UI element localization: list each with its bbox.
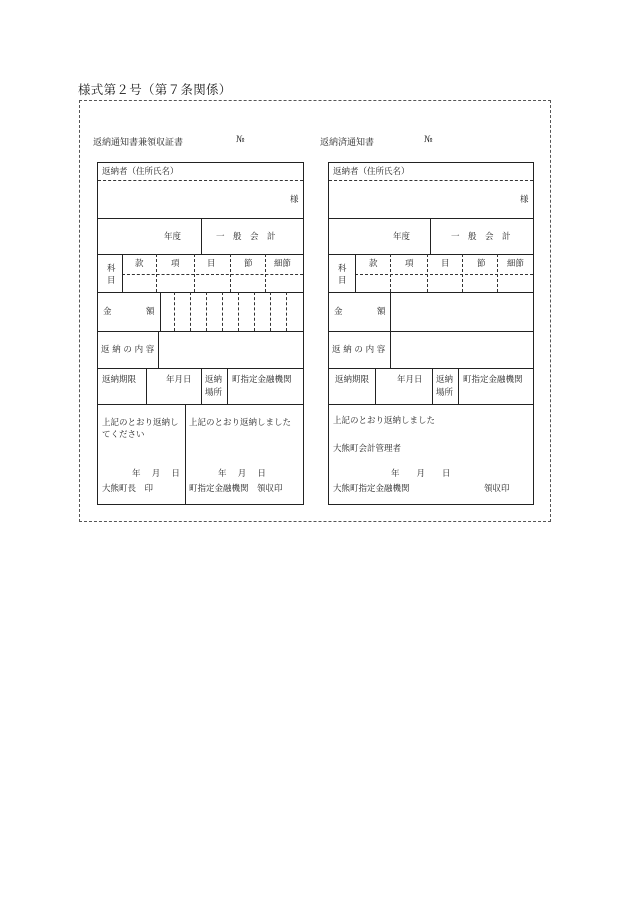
institution-label: 町指定金融機関 <box>463 375 523 385</box>
divider <box>427 254 428 292</box>
kou-label: 項 <box>405 259 414 269</box>
honorific-sama: 様 <box>520 195 529 205</box>
amount-label-1: 金 <box>334 307 343 317</box>
divider <box>206 292 207 331</box>
place-label-2: 場所 <box>205 388 223 398</box>
divider <box>222 292 223 331</box>
divider <box>329 180 533 181</box>
divider <box>98 404 303 405</box>
divider <box>458 368 459 404</box>
divider <box>160 292 161 331</box>
kamoku-label-2: 目 <box>338 276 347 286</box>
receipt-seal-label: 領収印 <box>484 484 510 494</box>
divider <box>227 368 228 404</box>
divider <box>462 254 463 292</box>
deadline-label: 返納期限 <box>102 375 137 385</box>
fiscal-year-label: 年度 <box>164 232 182 242</box>
divider <box>432 368 433 404</box>
divider <box>230 254 231 292</box>
divider <box>390 331 391 368</box>
amount-label-2: 額 <box>146 307 155 317</box>
divider <box>201 218 202 254</box>
divider <box>329 218 533 219</box>
divider <box>329 404 533 405</box>
kamoku-label-1: 科 <box>107 264 116 274</box>
designated-institution-label: 大熊町指定金融機関 <box>333 484 410 494</box>
honorific-sama: 様 <box>290 195 299 205</box>
divider <box>390 292 391 331</box>
divider <box>355 274 533 275</box>
saisetsu-label: 細節 <box>507 259 525 269</box>
kan-label: 款 <box>369 259 378 269</box>
divider <box>98 254 303 255</box>
divider <box>122 274 303 275</box>
account-general: 一 般 会 計 <box>451 232 511 242</box>
moku-label: 目 <box>441 259 450 269</box>
divider <box>158 331 159 368</box>
divider <box>390 254 391 292</box>
content-label: 返 納 の 内 容 <box>101 345 155 355</box>
divider <box>174 292 175 331</box>
divider <box>329 368 533 369</box>
divider <box>238 292 239 331</box>
notice-text: 上記のとおり返納してください <box>102 418 179 441</box>
mayor-seal-label: 大熊町長 印 <box>102 484 154 494</box>
divider <box>98 331 303 332</box>
divider <box>265 254 266 292</box>
divider <box>185 404 186 504</box>
divider <box>375 368 376 404</box>
saisetsu-label: 細節 <box>274 259 292 269</box>
divider <box>270 292 271 331</box>
divider <box>430 218 431 254</box>
setsu-label: 節 <box>477 259 486 269</box>
right-form-title: 返納済通知書 <box>320 138 375 148</box>
right-number-label: № <box>424 135 433 145</box>
kamoku-label-2: 目 <box>107 276 116 286</box>
deadline-label: 返納期限 <box>335 375 370 385</box>
divider <box>329 331 533 332</box>
divider <box>329 292 533 293</box>
content-label: 返 納 の 内 容 <box>332 345 386 355</box>
divider <box>201 368 202 404</box>
payer-label: 返納者（住所氏名） <box>333 167 410 177</box>
divider <box>190 292 191 331</box>
divider <box>286 292 287 331</box>
kou-label: 項 <box>171 259 180 269</box>
left-form-title: 返納通知書兼領収証書 <box>93 138 184 148</box>
divider <box>98 292 303 293</box>
institution-label: 町指定金融機関 <box>232 375 292 385</box>
amount-label-1: 金 <box>103 307 112 317</box>
divider <box>329 254 533 255</box>
left-return-notice-form <box>97 162 304 505</box>
place-label-2: 場所 <box>436 388 454 398</box>
kan-label: 款 <box>135 259 144 269</box>
place-label-1: 返納 <box>205 375 223 385</box>
institution-receipt-seal: 町指定金融機関 領収印 <box>189 484 283 494</box>
divider <box>254 292 255 331</box>
divider <box>194 254 195 292</box>
left-number-label: № <box>236 135 245 145</box>
divider <box>156 254 157 292</box>
paid-text: 上記のとおり返納しました <box>333 416 436 426</box>
deadline-date-label: 年月日 <box>166 375 192 385</box>
divider <box>355 254 356 292</box>
account-general: 一 般 会 計 <box>216 232 276 242</box>
divider <box>146 368 147 404</box>
fiscal-year-label: 年度 <box>393 232 411 242</box>
payer-label: 返納者（住所氏名） <box>102 167 179 177</box>
divider <box>98 180 303 181</box>
divider <box>122 254 123 292</box>
place-label-1: 返納 <box>436 375 454 385</box>
form-number-title: 様式第２号（第７条関係） <box>78 82 232 97</box>
date-ymd-left: 年 月 日 <box>132 469 180 479</box>
amount-label-2: 額 <box>377 307 386 317</box>
kamoku-label-1: 科 <box>338 264 347 274</box>
date-ymd: 年 月 日 <box>391 469 451 479</box>
right-return-paid-notice-form <box>328 162 534 505</box>
receipt-text: 上記のとおり返納しました <box>189 418 292 428</box>
setsu-label: 節 <box>244 259 253 269</box>
accountant-label: 大熊町会計管理者 <box>333 444 402 454</box>
date-ymd-right: 年 月 日 <box>218 469 266 479</box>
moku-label: 目 <box>207 259 216 269</box>
divider <box>497 254 498 292</box>
deadline-date-label: 年月日 <box>397 375 423 385</box>
